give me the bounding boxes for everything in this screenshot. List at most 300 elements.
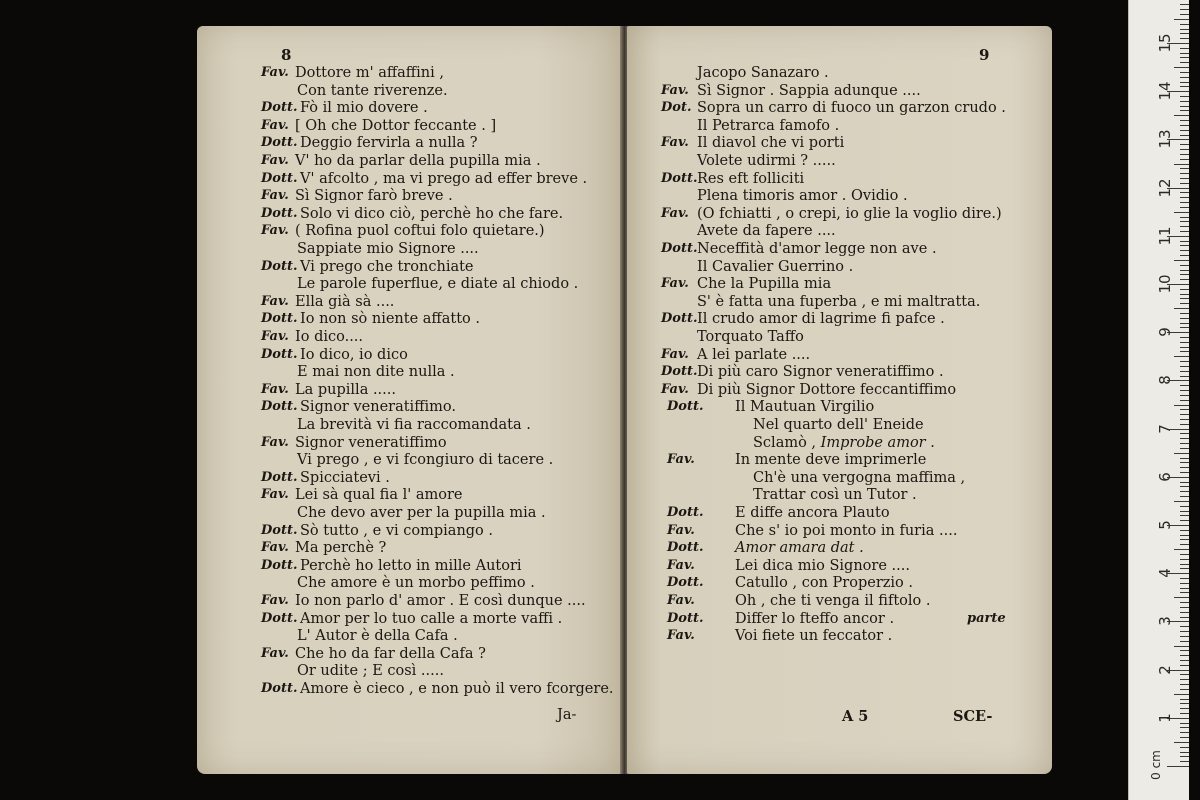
dialogue-line: Sì Signor . Sappia adunque .... bbox=[697, 82, 921, 99]
ruler-tick bbox=[1174, 405, 1189, 406]
page-number-left: 8 bbox=[281, 46, 292, 64]
speaker-label: Fav. bbox=[261, 153, 289, 168]
ruler-tick bbox=[1180, 303, 1189, 304]
ruler-tick bbox=[1180, 732, 1189, 733]
ruler-tick bbox=[1180, 371, 1189, 372]
speaker-label: Dott. bbox=[667, 540, 704, 556]
verse-text: Ch'è una vergogna maffima , bbox=[753, 469, 966, 486]
ruler-tick bbox=[1180, 48, 1189, 49]
speaker-label: Dott. bbox=[667, 610, 704, 626]
speaker-label: Fav. bbox=[667, 452, 695, 468]
dialogue-line: Deggio fervirla a nulla ? bbox=[300, 135, 478, 152]
dialogue-line: E mai non dite nulla . bbox=[297, 364, 455, 381]
dialogue-line: Signor veneratiffimo bbox=[295, 434, 447, 451]
ruler-tick bbox=[1180, 38, 1189, 39]
ruler-number: 1 bbox=[1156, 713, 1174, 723]
ruler-tick bbox=[1180, 159, 1189, 160]
ruler-tick bbox=[1180, 602, 1189, 603]
dialogue-line: Che devo aver per la pupilla mia . bbox=[297, 505, 546, 521]
speaker-label: Dott. bbox=[667, 575, 704, 591]
dialogue-line: [ Oh che Dottor feccante . ] bbox=[295, 117, 497, 134]
ruler-tick bbox=[1180, 231, 1189, 232]
ruler-tick bbox=[1180, 737, 1189, 738]
ruler-tick bbox=[1180, 144, 1189, 145]
dialogue-line: Vi prego , e vi fcongiuro di tacere . bbox=[297, 452, 554, 469]
ruler-tick bbox=[1180, 626, 1189, 627]
ruler-tick bbox=[1180, 612, 1189, 613]
dialogue-line: Che la Pupilla mia bbox=[697, 276, 832, 293]
verse-line bbox=[753, 416, 924, 434]
ruler-tick bbox=[1180, 655, 1189, 656]
speaker-label: Dott. bbox=[661, 311, 698, 327]
ruler-tick bbox=[1174, 308, 1189, 309]
dialogue-line: Perchè ho letto in mille Autori bbox=[300, 557, 522, 574]
ruler-tick bbox=[1180, 82, 1189, 83]
page-number-right: 9 bbox=[979, 46, 990, 64]
ruler-tick bbox=[1180, 327, 1189, 328]
speaker-label: Dott. bbox=[261, 681, 298, 696]
right-page bbox=[627, 26, 1052, 774]
speaker-label: Fav. bbox=[261, 381, 289, 397]
verse-line bbox=[735, 627, 892, 645]
dialogue-line: Amor per lo tuo calle a morte vaffi . bbox=[300, 610, 563, 627]
ruler-tick bbox=[1174, 260, 1189, 261]
dialogue-line: ( Rofina puol coftui folo quietare.) bbox=[295, 223, 545, 240]
verse-text: Lei dica mio Signore .... bbox=[735, 557, 910, 574]
ruler-tick bbox=[1180, 323, 1189, 324]
ruler-tick bbox=[1180, 530, 1189, 531]
ruler-tick bbox=[1180, 713, 1189, 714]
latin-quote: Improbe amor . bbox=[820, 434, 935, 451]
ruler-number: 7 bbox=[1156, 423, 1174, 434]
ruler-tick bbox=[1180, 106, 1189, 107]
ruler-tick bbox=[1180, 727, 1189, 728]
ruler-tick bbox=[1174, 549, 1189, 550]
ruler-tick bbox=[1180, 723, 1189, 724]
speaker-label: Fav. bbox=[667, 522, 695, 538]
dialogue-line: V' afcolto , ma vi prego ad effer breve . bbox=[300, 170, 588, 187]
ruler-tick bbox=[1180, 226, 1189, 227]
speaker-label: Fav. bbox=[661, 276, 689, 292]
ruler-tick bbox=[1180, 342, 1189, 343]
ruler-tick bbox=[1180, 419, 1189, 420]
ruler-number: 12 bbox=[1156, 178, 1174, 198]
verse-line bbox=[753, 469, 965, 487]
verse-line bbox=[753, 486, 917, 504]
verse-text: Trattar così un Tutor . bbox=[753, 487, 917, 504]
ruler-tick bbox=[1180, 347, 1189, 348]
ruler-tick bbox=[1180, 414, 1189, 415]
ruler-tick bbox=[1180, 279, 1189, 280]
verse-text: Sclamò , bbox=[753, 434, 821, 451]
ruler-tick bbox=[1180, 202, 1189, 203]
ruler-tick bbox=[1180, 491, 1189, 492]
speaker-label: Fav. bbox=[261, 223, 289, 239]
ruler-tick bbox=[1180, 183, 1189, 184]
dialogue-line: Che ho da far della Cafa ? bbox=[295, 645, 486, 662]
ruler-tick bbox=[1180, 592, 1189, 593]
speaker-label: Fav. bbox=[261, 487, 289, 503]
ruler-tick bbox=[1174, 501, 1189, 502]
dialogue-line: Ella già sà .... bbox=[295, 293, 395, 310]
ruler-tick bbox=[1180, 337, 1189, 338]
ruler-tick bbox=[1180, 4, 1189, 5]
ruler-tick bbox=[1180, 318, 1189, 319]
ruler-tick bbox=[1180, 241, 1189, 242]
ruler-tick bbox=[1180, 520, 1189, 521]
ruler-tick bbox=[1180, 511, 1189, 512]
dialogue-line: L' Autor è della Cafa . bbox=[297, 628, 458, 645]
ruler-tick bbox=[1180, 747, 1189, 748]
ruler-tick bbox=[1180, 433, 1189, 434]
ruler-tick bbox=[1180, 438, 1189, 439]
ruler-tick bbox=[1180, 57, 1189, 58]
verse-line bbox=[753, 434, 935, 452]
ruler-tick bbox=[1180, 679, 1189, 680]
ruler-number: 2 bbox=[1156, 664, 1174, 675]
speaker-label: Dott. bbox=[261, 522, 298, 538]
speaker-label: Dott. bbox=[261, 469, 298, 485]
ruler-tick bbox=[1174, 164, 1189, 165]
dialogue-line: Il Petrarca famofo . bbox=[697, 117, 840, 134]
ruler-tick bbox=[1180, 395, 1189, 396]
catchword-left: Ja- bbox=[557, 707, 577, 723]
speaker-label: Dott. bbox=[261, 399, 298, 415]
dialogue-line: S' è fatta una fuperba , e mi maltratta. bbox=[697, 293, 981, 310]
speaker-label: Fav. bbox=[667, 628, 695, 644]
ruler-tick bbox=[1180, 130, 1189, 131]
speaker-label: Dott. bbox=[261, 346, 298, 362]
ruler-tick bbox=[1180, 366, 1189, 367]
speaker-label: Dott. bbox=[261, 135, 298, 151]
speaker-label: Fav. bbox=[261, 65, 289, 80]
speaker-label: Fav. bbox=[661, 82, 689, 98]
ruler-tick bbox=[1180, 390, 1189, 391]
ruler-tick bbox=[1174, 742, 1189, 743]
ruler-tick bbox=[1180, 650, 1189, 651]
verse-line bbox=[735, 574, 913, 592]
ruler-tick bbox=[1180, 197, 1189, 198]
ruler-tick bbox=[1180, 496, 1189, 497]
verse-line bbox=[735, 504, 890, 522]
speaker-label: Fav. bbox=[661, 135, 689, 151]
dialogue-line: Fò il mio dovere . bbox=[300, 100, 428, 117]
dialogue-line: Torquato Taffo bbox=[697, 329, 804, 345]
dialogue-line: Vi prego che tronchiate bbox=[300, 258, 474, 275]
ruler-tick bbox=[1180, 135, 1189, 136]
speaker-label: Fav. bbox=[261, 293, 289, 309]
dialogue-line: (O fchiatti , o crepi, io glie la voglio dire.) bbox=[697, 205, 1002, 222]
stage-direction: parte bbox=[967, 610, 1006, 626]
ruler-tick bbox=[1180, 535, 1189, 536]
speaker-label: Fav. bbox=[261, 645, 289, 661]
dialogue-line: Sò tutto , e vi compiango . bbox=[300, 522, 494, 539]
ruler-number: 15 bbox=[1156, 33, 1174, 53]
dialogue-line: V' ho da parlar della pupilla mia . bbox=[295, 153, 541, 169]
ruler-number: 5 bbox=[1156, 520, 1174, 530]
ruler-number: 8 bbox=[1156, 375, 1174, 386]
ruler-tick bbox=[1180, 250, 1189, 251]
verse-line bbox=[735, 610, 894, 628]
speaker-label: Fav. bbox=[261, 329, 289, 344]
dialogue-line: Io dico.... bbox=[295, 329, 364, 345]
dialogue-line: Or udite ; E così ..... bbox=[297, 663, 444, 680]
ruler-unit-label: 0 cm bbox=[1148, 750, 1163, 780]
ruler-tick bbox=[1180, 313, 1189, 314]
ruler-tick bbox=[1180, 125, 1189, 126]
ruler-tick bbox=[1180, 86, 1189, 87]
ruler-tick bbox=[1180, 265, 1189, 266]
dialogue-line: Di più Signor Dottore feccantiffimo bbox=[697, 381, 957, 398]
dialogue-line: Il Cavalier Guerrino . bbox=[697, 258, 854, 275]
ruler-tick bbox=[1180, 270, 1189, 271]
verse-line bbox=[735, 557, 910, 575]
ruler-number: 3 bbox=[1156, 616, 1174, 627]
speaker-label: Dott. bbox=[261, 311, 298, 327]
dialogue-line: Io dico, io dico bbox=[300, 346, 408, 363]
ruler-tick bbox=[1180, 120, 1189, 121]
ruler-tick bbox=[1180, 482, 1189, 483]
ruler-number: 10 bbox=[1156, 274, 1174, 294]
verse-line bbox=[735, 592, 931, 610]
verse-line bbox=[735, 398, 874, 416]
ruler-tick bbox=[1180, 636, 1189, 637]
ruler-tick bbox=[1174, 453, 1189, 454]
dialogue-line: A lei parlate .... bbox=[697, 346, 811, 363]
verse-text: E diffe ancora Plauto bbox=[735, 505, 890, 521]
ruler-tick bbox=[1180, 298, 1189, 299]
speaker-label: Dott. bbox=[261, 100, 298, 116]
dialogue-line: Signor veneratiffimo. bbox=[300, 399, 456, 416]
speaker-label: Dott. bbox=[261, 205, 298, 221]
speaker-label: Dott. bbox=[261, 610, 298, 626]
dialogue-line: Io non parlo d' amor . E così dunque .... bbox=[295, 593, 586, 609]
dialogue-line: Di più caro Signor veneratiffimo . bbox=[697, 364, 944, 381]
speaker-label: Fav. bbox=[661, 205, 689, 221]
ruler-tick bbox=[1180, 486, 1189, 487]
ruler-tick bbox=[1180, 761, 1189, 762]
dialogue-line: Avete da fapere .... bbox=[697, 223, 836, 240]
ruler-tick bbox=[1180, 665, 1189, 666]
ruler-tick bbox=[1180, 583, 1189, 584]
dialogue-line: Lei sà qual fia l' amore bbox=[295, 487, 463, 504]
ruler-tick bbox=[1180, 400, 1189, 401]
ruler-number: 4 bbox=[1156, 568, 1174, 578]
ruler-number: 6 bbox=[1156, 472, 1174, 482]
speaker-label: Fav. bbox=[661, 346, 689, 362]
speaker-label: Fav. bbox=[667, 557, 695, 573]
ruler-tick bbox=[1180, 641, 1189, 642]
ruler-tick bbox=[1180, 515, 1189, 516]
dialogue-line: Sì Signor farò breve . bbox=[295, 188, 453, 205]
speaker-label: Fav. bbox=[261, 117, 289, 133]
dialogue-line: La brevità vi fia raccomandata . bbox=[297, 417, 531, 433]
speaker-label: Dott. bbox=[261, 258, 298, 274]
dialogue-line: Dottore m' affaffini , bbox=[295, 65, 444, 81]
ruler-tick bbox=[1180, 689, 1189, 690]
ruler-tick bbox=[1180, 448, 1189, 449]
ruler-tick bbox=[1180, 361, 1189, 362]
ruler-tick bbox=[1180, 467, 1189, 468]
ruler-tick bbox=[1180, 703, 1189, 704]
dialogue-line: Jacopo Sanazaro . bbox=[697, 65, 829, 81]
ruler-tick bbox=[1180, 554, 1189, 555]
ruler-tick bbox=[1174, 356, 1189, 357]
ruler-number: 13 bbox=[1156, 129, 1174, 149]
ruler-tick bbox=[1180, 72, 1189, 73]
speaker-label: Fav. bbox=[661, 381, 689, 397]
speaker-label: Dott. bbox=[661, 170, 698, 186]
ruler-number: 11 bbox=[1156, 226, 1174, 246]
ruler-tick bbox=[1174, 115, 1189, 116]
ruler-tick bbox=[1180, 443, 1189, 444]
verse-text: Oh , che ti venga il fiftolo . bbox=[735, 593, 931, 609]
dialogue-line: Il diavol che vi porti bbox=[697, 135, 845, 152]
dialogue-line: Le parole fuperflue, e diate al chiodo . bbox=[297, 276, 579, 293]
verse-text: In mente deve imprimerle bbox=[735, 452, 927, 469]
verse-text: Nel quarto dell' Eneide bbox=[753, 417, 924, 433]
ruler-tick bbox=[1180, 154, 1189, 155]
ruler-tick bbox=[1180, 752, 1189, 753]
ruler-tick bbox=[1180, 544, 1189, 545]
ruler-tick bbox=[1180, 607, 1189, 608]
dialogue-line: Io non sò niente affatto . bbox=[300, 311, 480, 328]
ruler-tick bbox=[1180, 217, 1189, 218]
ruler-tick bbox=[1180, 207, 1189, 208]
ruler-tick bbox=[1180, 409, 1189, 410]
ruler-tick bbox=[1180, 110, 1189, 111]
signature-mark: A 5 bbox=[842, 708, 869, 725]
ruler-tick bbox=[1180, 559, 1189, 560]
dialogue-line: Sopra un carro di fuoco un garzon crudo . bbox=[697, 100, 1006, 117]
ruler-tick bbox=[1180, 631, 1189, 632]
verse-text: Differ lo fteffo ancor . bbox=[735, 610, 895, 627]
speaker-label: Fav. bbox=[261, 540, 289, 556]
speaker-label: Dott. bbox=[667, 505, 704, 520]
dialogue-line: Solo vi dico ciò, perchè ho che fare. bbox=[300, 205, 564, 222]
dialogue-line: Sappiate mio Signore .... bbox=[297, 241, 479, 257]
dialogue-line: La pupilla ..... bbox=[295, 381, 396, 398]
ruler-tick bbox=[1180, 564, 1189, 565]
dialogue-line: Neceffità d'amor legge non ave . bbox=[697, 241, 937, 257]
ruler-tick bbox=[1180, 708, 1189, 709]
speaker-label: Dott. bbox=[261, 557, 298, 573]
ruler-tick bbox=[1180, 168, 1189, 169]
ruler-tick bbox=[1180, 684, 1189, 685]
ruler-tick bbox=[1180, 178, 1189, 179]
catchword-right: SCE- bbox=[953, 708, 993, 725]
ruler-tick bbox=[1180, 568, 1189, 569]
latin-quote: Amor amara dat . bbox=[735, 540, 864, 557]
ruler-tick bbox=[1180, 62, 1189, 63]
dialogue-line: Spicciatevi . bbox=[300, 469, 390, 486]
ruler-tick bbox=[1180, 101, 1189, 102]
speaker-label: Dott. bbox=[261, 170, 298, 186]
dialogue-line: Ma perchè ? bbox=[295, 540, 387, 557]
ruler-tick bbox=[1180, 351, 1189, 352]
left-page bbox=[197, 26, 622, 774]
ruler-tick bbox=[1180, 578, 1189, 579]
ruler-tick bbox=[1167, 766, 1189, 767]
ruler-tick bbox=[1180, 506, 1189, 507]
verse-text: Catullo , con Properzio . bbox=[735, 575, 913, 592]
verse-line bbox=[735, 539, 864, 557]
verse-text: Voi fiete un feccator . bbox=[735, 628, 893, 645]
speaker-label: Fav. bbox=[667, 593, 695, 608]
verse-line bbox=[735, 451, 926, 469]
ruler-tick bbox=[1180, 462, 1189, 463]
ruler-tick bbox=[1180, 14, 1189, 15]
dialogue-line: Amore è cieco , e non può il vero fcorgere. bbox=[300, 681, 614, 697]
ruler-number: 9 bbox=[1156, 327, 1174, 337]
measuring-ruler bbox=[1128, 0, 1189, 800]
dialogue-line: Plena timoris amor . Ovidio . bbox=[697, 188, 908, 205]
verse-text: Il Mautuan Virgilio bbox=[735, 399, 875, 416]
ruler-tick bbox=[1180, 617, 1189, 618]
ruler-tick bbox=[1180, 424, 1189, 425]
ruler-tick bbox=[1180, 149, 1189, 150]
ruler-tick bbox=[1180, 96, 1189, 97]
speaker-label: Fav. bbox=[261, 434, 289, 450]
speaker-label: Dot. bbox=[661, 100, 692, 116]
ruler-tick bbox=[1180, 385, 1189, 386]
verse-line bbox=[735, 522, 957, 540]
ruler-tick bbox=[1174, 67, 1189, 68]
dialogue-line: Il crudo amor di lagrime fi pafce . bbox=[697, 311, 945, 328]
ruler-tick bbox=[1174, 597, 1189, 598]
ruler-tick bbox=[1180, 539, 1189, 540]
ruler-tick bbox=[1180, 173, 1189, 174]
ruler-tick bbox=[1174, 694, 1189, 695]
ruler-tick bbox=[1180, 294, 1189, 295]
ruler-tick bbox=[1180, 274, 1189, 275]
ruler-tick bbox=[1180, 699, 1189, 700]
ruler-tick bbox=[1180, 376, 1189, 377]
speaker-label: Fav. bbox=[261, 188, 289, 204]
ruler-tick bbox=[1180, 245, 1189, 246]
speaker-label: Dott. bbox=[667, 399, 704, 415]
dialogue-line: Con tante riverenze. bbox=[297, 82, 448, 99]
ruler-tick bbox=[1180, 221, 1189, 222]
ruler-tick bbox=[1180, 660, 1189, 661]
dialogue-line: Che amore è un morbo peffimo . bbox=[297, 575, 535, 592]
ruler-tick bbox=[1180, 9, 1189, 10]
dialogue-line: Res eft folliciti bbox=[697, 170, 805, 187]
ruler-tick bbox=[1180, 33, 1189, 34]
ruler-tick bbox=[1180, 255, 1189, 256]
ruler-tick bbox=[1180, 588, 1189, 589]
speaker-label: Dott. bbox=[661, 364, 698, 380]
speaker-label: Dott. bbox=[661, 241, 698, 256]
ruler-tick bbox=[1174, 646, 1189, 647]
ruler-tick bbox=[1180, 77, 1189, 78]
ruler-tick bbox=[1180, 192, 1189, 193]
ruler-tick bbox=[1180, 472, 1189, 473]
verse-text: Che s' io poi monto in furia .... bbox=[735, 522, 958, 539]
dialogue-line: Volete udirmi ? ..... bbox=[697, 153, 836, 169]
ruler-tick bbox=[1180, 458, 1189, 459]
ruler-tick bbox=[1180, 674, 1189, 675]
ruler-number: 14 bbox=[1156, 81, 1174, 101]
speaker-label: Fav. bbox=[261, 593, 289, 608]
ruler-tick bbox=[1174, 212, 1189, 213]
ruler-tick bbox=[1180, 289, 1189, 290]
ruler-tick bbox=[1180, 53, 1189, 54]
ruler-tick bbox=[1180, 29, 1189, 30]
ruler-tick bbox=[1180, 24, 1189, 25]
ruler-tick bbox=[1174, 19, 1189, 20]
ruler-tick bbox=[1180, 756, 1189, 757]
